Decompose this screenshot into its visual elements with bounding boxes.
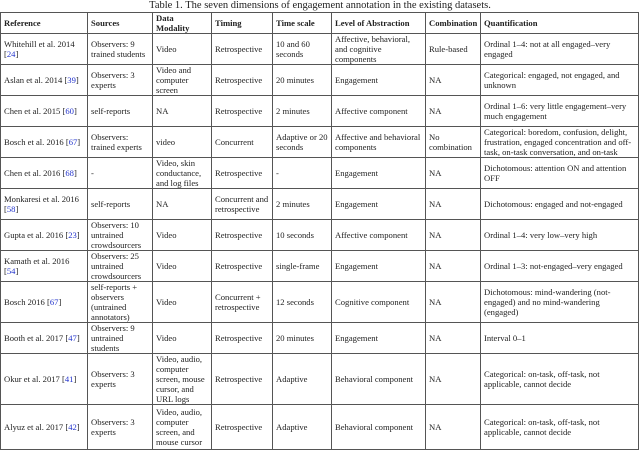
reference-cell: Chen et al. 2016 [68] xyxy=(1,158,88,189)
timing-cell: Concurrent + retrospective xyxy=(212,282,273,323)
header-combination: Combination xyxy=(426,13,481,34)
data-modality-cell: Video xyxy=(153,282,212,323)
reference-cell: Bosch 2016 [67] xyxy=(1,282,88,323)
quantification-cell: Dichotomous: engaged and not-engaged xyxy=(481,189,639,220)
header-level-of-abstraction: Level of Abstraction xyxy=(332,13,426,34)
level-of-abstraction-cell: Engagement xyxy=(332,323,426,354)
data-modality-cell: NA xyxy=(153,96,212,127)
time-scale-cell: 2 minutes xyxy=(273,189,332,220)
reference-text: Whitehill et al. 2014 xyxy=(4,39,75,49)
reference-cell: Okur et al. 2017 [41] xyxy=(1,354,88,405)
quantification-cell: Categorical: boredom, confusion, delight, frustration, engaged concentration and off-task, on-task conversation, and on-task xyxy=(481,127,639,158)
engagement-annotation-table xyxy=(0,12,639,450)
table-row xyxy=(1,251,639,282)
level-of-abstraction-cell: Engagement xyxy=(332,158,426,189)
timing-cell: Retrospective xyxy=(212,220,273,251)
citation-link[interactable]: 58 xyxy=(6,204,16,214)
header-quantification: Quantification xyxy=(481,13,639,34)
table-row xyxy=(1,323,639,354)
sources-cell: Observers: trained experts xyxy=(88,127,153,158)
combination-cell: No combination xyxy=(426,127,481,158)
sources-cell: Observers: 3 experts xyxy=(88,65,153,96)
reference-cell: Bosch et al. 2016 [67] xyxy=(1,127,88,158)
reference-text: Okur et al. 2017 xyxy=(4,374,60,384)
sources-cell: Observers: 25 untrained crowdsourcers xyxy=(88,251,153,282)
citation-link[interactable]: 60 xyxy=(65,106,74,116)
table-row xyxy=(1,282,639,323)
data-modality-cell: Video and computer screen xyxy=(153,65,212,96)
level-of-abstraction-cell: Engagement xyxy=(332,65,426,96)
sources-cell: Observers: 9 untrained students xyxy=(88,323,153,354)
quantification-cell: Ordinal 1–4: very low–very high xyxy=(481,220,639,251)
level-of-abstraction-cell: Engagement xyxy=(332,189,426,220)
combination-cell: NA xyxy=(426,158,481,189)
sources-cell: Observers: 9 trained students xyxy=(88,34,153,65)
time-scale-cell: 12 seconds xyxy=(273,282,332,323)
quantification-cell: Categorical: on-task, off-task, not applicable, cannot decide xyxy=(481,354,639,405)
level-of-abstraction-cell: Engagement xyxy=(332,251,426,282)
reference-cell: Aslan et al. 2014 [39] xyxy=(1,65,88,96)
header-reference: Reference xyxy=(1,13,88,34)
quantification-cell: Interval 0–1 xyxy=(481,323,639,354)
level-of-abstraction-cell: Affective component xyxy=(332,220,426,251)
timing-cell: Retrospective xyxy=(212,405,273,450)
table-row xyxy=(1,158,639,189)
reference-text: Monkaresi et al. 2016 xyxy=(4,194,79,204)
table-header-row xyxy=(1,13,639,34)
sources-cell: self-reports xyxy=(88,189,153,220)
timing-cell: Retrospective xyxy=(212,34,273,65)
citation-link[interactable]: 54 xyxy=(6,266,16,276)
citation-link[interactable]: 24 xyxy=(6,49,16,59)
sources-cell: Observers: 10 untrained crowdsourcers xyxy=(88,220,153,251)
time-scale-cell: 20 minutes xyxy=(273,65,332,96)
sources-cell: Observers: 3 experts xyxy=(88,354,153,405)
time-scale-cell: single-frame xyxy=(273,251,332,282)
timing-cell: Retrospective xyxy=(212,65,273,96)
table-row xyxy=(1,127,639,158)
reference-text: Gupta et al. 2016 xyxy=(4,230,64,240)
data-modality-cell: Video, audio, computer screen, mouse cursor, and URL logs xyxy=(153,354,212,405)
level-of-abstraction-cell: Affective and behavioral components xyxy=(332,127,426,158)
time-scale-cell: 10 and 60 seconds xyxy=(273,34,332,65)
sources-cell: - xyxy=(88,158,153,189)
reference-cell: Gupta et al. 2016 [23] xyxy=(1,220,88,251)
data-modality-cell: Video, skin conductance, and log files xyxy=(153,158,212,189)
table-row xyxy=(1,96,639,127)
reference-cell: Kamath et al. 2016 [54] xyxy=(1,251,88,282)
citation-link[interactable]: 67 xyxy=(49,297,59,307)
combination-cell: NA xyxy=(426,96,481,127)
citation-link[interactable]: 42 xyxy=(68,422,77,432)
combination-cell: NA xyxy=(426,189,481,220)
header-timing: Timing xyxy=(212,13,273,34)
quantification-cell: Ordinal 1–6: very little engagement–very much engagement xyxy=(481,96,639,127)
timing-cell: Concurrent xyxy=(212,127,273,158)
reference-text: Booth et al. 2017 xyxy=(4,333,64,343)
reference-cell: Whitehill et al. 2014 [24] xyxy=(1,34,88,65)
reference-text: Chen et al. 2016 xyxy=(4,168,61,178)
header-sources: Sources xyxy=(88,13,153,34)
reference-text: Bosch et al. 2016 xyxy=(4,137,64,147)
quantification-cell: Categorical: on-task, off-task, not applicable, cannot decide xyxy=(481,405,639,450)
quantification-cell: Dichotomous: mind-wandering (not-engaged) and no mind-wandering (engaged) xyxy=(481,282,639,323)
reference-text: Alyuz et al. 2017 xyxy=(4,422,64,432)
timing-cell: Concurrent and retrospective xyxy=(212,189,273,220)
timing-cell: Retrospective xyxy=(212,96,273,127)
level-of-abstraction-cell: Cognitive component xyxy=(332,282,426,323)
sources-cell: self-reports + observers (untrained annotators) xyxy=(88,282,153,323)
time-scale-cell: 10 seconds xyxy=(273,220,332,251)
citation-link[interactable]: 23 xyxy=(68,230,77,240)
data-modality-cell: Video xyxy=(153,251,212,282)
quantification-cell: Ordinal 1–4: not at all engaged–very engaged xyxy=(481,34,639,65)
citation-link[interactable]: 67 xyxy=(68,137,78,147)
combination-cell: Rule-based xyxy=(426,34,481,65)
reference-text: Chen et al. 2015 xyxy=(4,106,61,116)
data-modality-cell: NA xyxy=(153,189,212,220)
quantification-cell: Dichotomous: attention ON and attention OFF xyxy=(481,158,639,189)
quantification-cell: Categorical: engaged, not engaged, and unknown xyxy=(481,65,639,96)
combination-cell: NA xyxy=(426,251,481,282)
data-modality-cell: video xyxy=(153,127,212,158)
data-modality-cell: Video xyxy=(153,323,212,354)
citation-link[interactable]: 39 xyxy=(67,75,76,85)
level-of-abstraction-cell: Affective component xyxy=(332,96,426,127)
sources-cell: Observers: 3 experts xyxy=(88,405,153,450)
data-modality-cell: Video xyxy=(153,220,212,251)
time-scale-cell: 2 minutes xyxy=(273,96,332,127)
combination-cell: NA xyxy=(426,405,481,450)
citation-link[interactable]: 47 xyxy=(68,333,77,343)
combination-cell: NA xyxy=(426,323,481,354)
header-time-scale: Time scale xyxy=(273,13,332,34)
time-scale-cell: Adaptive xyxy=(273,405,332,450)
header-data-modality: Data Modality xyxy=(153,13,212,34)
table-caption: Table 1. The seven dimensions of engagement annotation in the existing datasets. xyxy=(149,0,491,11)
reference-text: Bosch 2016 xyxy=(4,297,45,307)
timing-cell: Retrospective xyxy=(212,323,273,354)
time-scale-cell: Adaptive or 20 seconds xyxy=(273,127,332,158)
reference-cell: Chen et al. 2015 [60] xyxy=(1,96,88,127)
reference-text: Kamath et al. 2016 xyxy=(4,256,70,266)
table-row xyxy=(1,405,639,450)
level-of-abstraction-cell: Affective, behavioral, and cognitive components xyxy=(332,34,426,65)
reference-text: Aslan et al. 2014 xyxy=(4,75,63,85)
table-row xyxy=(1,189,639,220)
combination-cell: NA xyxy=(426,65,481,96)
level-of-abstraction-cell: Behavioral component xyxy=(332,354,426,405)
combination-cell: NA xyxy=(426,220,481,251)
timing-cell: Retrospective xyxy=(212,158,273,189)
timing-cell: Retrospective xyxy=(212,354,273,405)
quantification-cell: Ordinal 1–3: not-engaged–very engaged xyxy=(481,251,639,282)
time-scale-cell: 20 minutes xyxy=(273,323,332,354)
time-scale-cell: - xyxy=(273,158,332,189)
citation-link[interactable]: 68 xyxy=(65,168,74,178)
combination-cell: NA xyxy=(426,354,481,405)
data-modality-cell: Video, audio, computer screen, and mouse cursor xyxy=(153,405,212,450)
timing-cell: Retrospective xyxy=(212,251,273,282)
data-modality-cell: Video xyxy=(153,34,212,65)
sources-cell: self-reports xyxy=(88,96,153,127)
reference-cell: Monkaresi et al. 2016 [58] xyxy=(1,189,88,220)
table-row xyxy=(1,220,639,251)
level-of-abstraction-cell: Behavioral component xyxy=(332,405,426,450)
time-scale-cell: Adaptive xyxy=(273,354,332,405)
table-row xyxy=(1,354,639,405)
reference-cell: Alyuz et al. 2017 [42] xyxy=(1,405,88,450)
citation-link[interactable]: 41 xyxy=(64,374,74,384)
reference-cell: Booth et al. 2017 [47] xyxy=(1,323,88,354)
combination-cell: NA xyxy=(426,282,481,323)
table-row xyxy=(1,65,639,96)
table-row xyxy=(1,34,639,65)
